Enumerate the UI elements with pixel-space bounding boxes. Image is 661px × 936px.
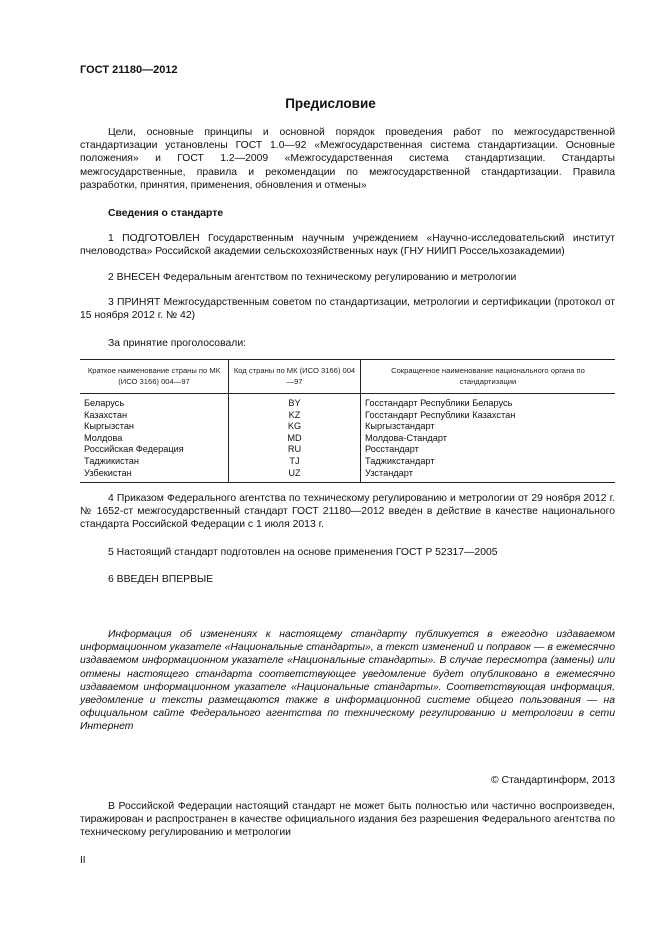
item-2-paragraph: 2 ВНЕСЕН Федеральным агентством по техническому регулированию и метрологии — [108, 272, 517, 283]
table-row — [80, 456, 615, 468]
voting-table — [80, 359, 615, 483]
header-standards-body: Сокращенное наименование национального органа по стандартизации — [361, 360, 616, 394]
table-row — [80, 421, 615, 433]
cell-country: Российская Федерация — [84, 444, 184, 455]
header-country-name: Краткое наименование страны по МК (ИСО 3166) 004—97 — [80, 360, 229, 394]
table-row — [80, 468, 615, 483]
item-6-paragraph: 6 ВВЕДЕН ВПЕРВЫЕ — [108, 574, 214, 585]
table-row — [80, 394, 615, 410]
cell-code: RU — [229, 444, 361, 456]
document-header: ГОСТ 21180—2012 — [80, 64, 178, 76]
cell-country: Молдова — [84, 432, 123, 443]
cell-country: Узбекистан — [80, 468, 229, 483]
cell-country: Кыргызстан — [84, 421, 135, 432]
item-3-paragraph: 3 ПРИНЯТ Межгосударственным советом по стандартизации, метрологии и сертификации (протокол от 15 ноября 2012 г. № 42) — [80, 297, 615, 322]
cell-code: UZ — [229, 468, 361, 483]
vote-intro: За принятие проголосовали: — [108, 338, 247, 349]
page-title: Предисловие — [285, 96, 376, 111]
rights-notice: В Российской Федерации настоящий стандарт не может быть полностью или частично воспроизведен, тиражирован и распространен в качестве официального издания без разрешения Федерального агентства по техническому регулированию и метрологии — [80, 801, 615, 839]
item-1-paragraph: 1 ПОДГОТОВЛЕН Государственным научным учреждением «Научно-исследовательский институт пчеловодства» Российской академии сельскохозяйственных наук (ГНУ НИИП Россельхозакадемии) — [80, 233, 615, 258]
table-header-row — [80, 360, 615, 394]
info-notice: Информация об изменениях к настоящему стандарту публикуется в ежегодно издаваемом информационном указателе «Национальные стандарты», а текст изменений и поправок — в ежемесячно издаваемом информационном указателе «Национальные стандарты». В случае пересмотра (замены) или отмены настоящего стандарта соответствующее уведомление будет опубликовано в ежемесячно издаваемом информационном указателе «Национальные стандарты». Соответствующая информация, уведомление и тексты размещаются также в информационной системе общего пользования — на официальном сайте Федерального агентства по техническому регулированию и метрологии в сети Интернет — [80, 629, 615, 733]
cell-country: Беларусь — [84, 398, 125, 408]
cell-body: Кыргызстандарт — [361, 421, 616, 433]
table-row — [80, 433, 615, 445]
cell-code: KG — [229, 421, 361, 433]
cell-body: Узстандарт — [361, 468, 616, 483]
header-country-code: Код страны по МК (ИСО 3166) 004—97 — [229, 360, 361, 394]
intro-paragraph: Цели, основные принципы и основной порядок проведения работ по межгосударственной стандартизации установлены ГОСТ 1.0—92 «Межгосударственная система стандартизации. Основные положения» и ГОСТ 1.2—2009 «Межгосударственная система стандартизации. Стандарты межгосударственные, правила и рекомендации по межгосударственной стандартизации. Правила разработки, принятия, применения, обновления и отмены» — [80, 127, 615, 191]
table-row — [80, 444, 615, 456]
cell-body: Таджикстандарт — [361, 456, 616, 468]
cell-code: KZ — [229, 410, 361, 422]
cell-body: Молдова-Стандарт — [361, 433, 616, 445]
item-4-paragraph: 4 Приказом Федерального агентства по техническому регулированию и метрологии от 29 ноября 2012 г. № 1652-ст межгосударственный стандарт ГОСТ 21180—2012 введен в действие в качестве национального стандарта Российской Федерации с 1 июля 2013 г. — [80, 493, 615, 531]
item-5-paragraph: 5 Настоящий стандарт подготовлен на основе применения ГОСТ Р 52317—2005 — [108, 547, 498, 558]
cell-code: TJ — [229, 456, 361, 468]
cell-code: BY — [229, 394, 361, 410]
cell-body: Росстандарт — [361, 444, 616, 456]
table-row — [80, 410, 615, 422]
page-number: II — [80, 855, 86, 866]
cell-body: Госстандарт Республики Беларусь — [361, 394, 616, 410]
section-heading: Сведения о стандарте — [108, 208, 224, 219]
cell-code: MD — [229, 433, 361, 445]
copyright-notice: © Стандартинформ, 2013 — [490, 775, 615, 786]
cell-country: Казахстан — [84, 409, 128, 420]
cell-body: Госстандарт Республики Казахстан — [361, 410, 616, 422]
cell-country: Таджикистан — [84, 455, 139, 466]
